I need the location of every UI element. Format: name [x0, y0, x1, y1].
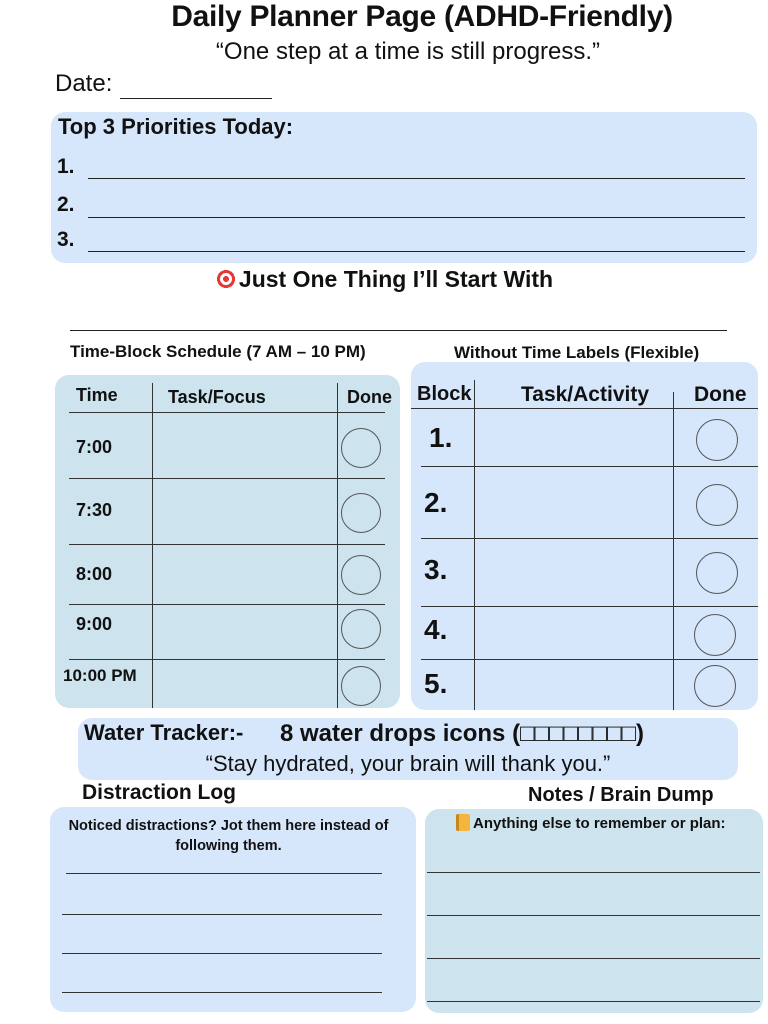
column-header-done: Done — [347, 387, 392, 407]
writing-line[interactable] — [427, 958, 760, 959]
priority-number: 1. — [57, 155, 75, 178]
column-header-task-activity: Task/Activity — [521, 383, 649, 406]
schedule-table — [55, 375, 400, 708]
time-label: 10:00 PM — [63, 666, 137, 685]
writing-line[interactable] — [427, 872, 760, 873]
priority-number: 3. — [57, 228, 75, 251]
row-divider — [69, 544, 385, 545]
writing-line[interactable] — [427, 1001, 760, 1002]
flexible-table — [411, 362, 758, 710]
time-label: 8:00 — [76, 564, 113, 584]
block-number: 4. — [424, 614, 448, 645]
column-header-time: Time — [76, 385, 118, 405]
target-icon — [215, 268, 237, 290]
notes-title: Notes / Brain Dump — [528, 784, 714, 806]
one-thing-line[interactable] — [70, 330, 727, 331]
page-title: Daily Planner Page (ADHD-Friendly) — [171, 0, 673, 33]
writing-line[interactable] — [62, 914, 382, 915]
writing-line[interactable] — [66, 873, 382, 874]
row-divider — [69, 478, 385, 479]
notebook-icon — [456, 814, 470, 831]
time-label: 7:00 — [76, 437, 113, 457]
date-label: Date: — [55, 70, 113, 97]
date-field-line[interactable] — [120, 98, 272, 99]
done-checkbox[interactable] — [341, 609, 381, 649]
one-thing-label: Just One Thing I’ll Start With — [238, 266, 554, 292]
priority-line-1[interactable] — [88, 178, 745, 179]
row-divider — [421, 659, 758, 660]
priority-number: 2. — [57, 193, 75, 216]
flexible-title: Without Time Labels (Flexible) — [454, 343, 700, 362]
schedule-title: Time-Block Schedule (7 AM – 10 PM) — [70, 342, 366, 361]
column-header-block: Block — [417, 383, 472, 405]
done-checkbox[interactable] — [341, 555, 381, 595]
writing-line[interactable] — [427, 915, 760, 916]
writing-line[interactable] — [62, 992, 382, 993]
block-number: 2. — [424, 487, 448, 518]
done-checkbox[interactable] — [694, 614, 736, 656]
writing-line[interactable] — [62, 953, 382, 954]
row-divider — [421, 466, 758, 467]
time-label: 7:30 — [76, 500, 113, 520]
column-divider — [474, 380, 475, 710]
distraction-prompt-line: Noticed distractions? Jot them here instead of — [68, 818, 389, 834]
block-number: 5. — [424, 668, 448, 699]
done-checkbox[interactable] — [696, 552, 738, 594]
row-divider — [69, 604, 385, 605]
done-checkbox[interactable] — [696, 419, 738, 461]
column-header-task: Task/Focus — [168, 387, 266, 407]
distraction-log-title: Distraction Log — [82, 781, 237, 804]
water-drops-tracker[interactable]: 8 water drops icons (□□□□□□□□) — [280, 720, 645, 747]
one-thing-heading — [0, 266, 768, 293]
done-checkbox[interactable] — [341, 428, 381, 468]
notes-panel — [425, 809, 763, 1013]
water-tracker-title: Water Tracker:- — [84, 720, 244, 745]
row-divider — [421, 538, 758, 539]
priority-line-2[interactable] — [88, 217, 745, 218]
distraction-prompt — [50, 816, 407, 856]
priorities-title: Top 3 Priorities Today: — [58, 114, 294, 139]
row-divider — [421, 606, 758, 607]
row-divider — [69, 412, 385, 413]
done-checkbox[interactable] — [341, 493, 381, 533]
distraction-prompt-line: following them. — [175, 838, 282, 854]
done-checkbox[interactable] — [696, 484, 738, 526]
water-quote: “Stay hydrated, your brain will thank you.” — [205, 751, 611, 776]
column-header-done: Done — [694, 383, 747, 406]
block-number: 3. — [424, 554, 448, 585]
time-label: 9:00 — [76, 614, 113, 634]
motivational-quote: “One step at a time is still progress.” — [215, 38, 601, 65]
priority-line-3[interactable] — [88, 251, 745, 252]
done-checkbox[interactable] — [694, 665, 736, 707]
distraction-log-panel — [50, 807, 416, 1012]
column-divider — [673, 392, 674, 710]
block-number: 1. — [429, 422, 453, 453]
row-divider — [411, 408, 758, 409]
row-divider — [69, 659, 385, 660]
notes-prompt-row — [456, 814, 726, 832]
notes-prompt: Anything else to remember or plan: — [473, 815, 726, 832]
done-checkbox[interactable] — [341, 666, 381, 706]
